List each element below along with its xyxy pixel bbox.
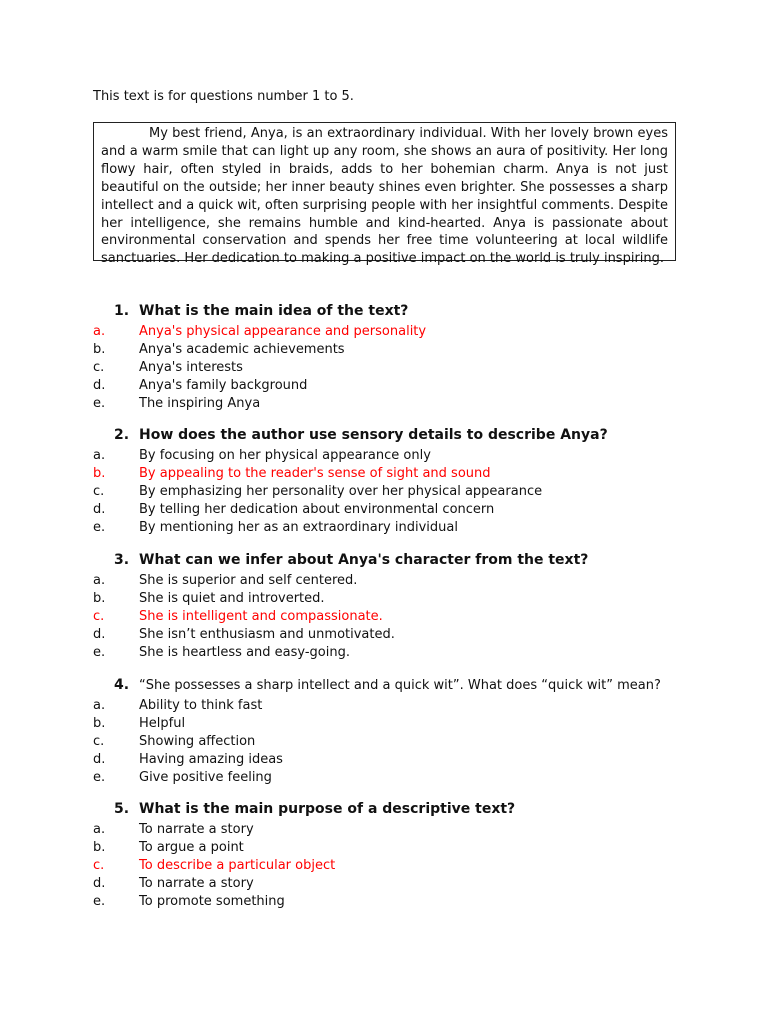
reading-passage: My best friend, Anya, is an extraordinary individual. With her lovely brown eyes and a warm smile that can light up any room, she shows an aura of positivity. Her long flowy hair, often styled in braids, adds to her bohemian charm. Anya is not just beautiful on the outside; her inner beauty shines even brighter. She possesses a sharp intellect and a quick wit, often surprising people with her insightful comments. Despite her intelligence, she remains humble and kind-hearted. Anya is passionate about environmental conservation and spends her free time volunteering at local wildlife sanctuaries. Her dedication to making a positive impact on the world is truly inspiring.: [93, 122, 676, 261]
option-c: [93, 857, 674, 875]
option-e: [93, 644, 674, 662]
question-heading: [114, 426, 674, 447]
option-letter: d.: [93, 751, 106, 767]
question-number: 2.: [114, 427, 130, 443]
option-letter: d.: [93, 377, 106, 393]
option-text: The inspiring Anya: [139, 395, 261, 411]
answer-options: [93, 821, 674, 910]
option-text: To narrate a story: [139, 822, 254, 837]
option-c: [93, 359, 674, 377]
option-b: [93, 590, 674, 608]
option-letter: e.: [93, 644, 106, 660]
option-text: She is intelligent and compassionate.: [139, 608, 383, 624]
question-number: 1.: [114, 303, 130, 319]
answer-options: [93, 323, 674, 412]
option-text: To promote something: [139, 893, 285, 909]
option-text: By appealing to the reader's sense of sight and sound: [139, 465, 491, 481]
question-heading: [114, 676, 674, 697]
option-text: Helpful: [139, 715, 186, 731]
option-a: [93, 821, 674, 839]
question-number: 5.: [114, 801, 130, 817]
option-text: Anya's physical appearance and personality: [139, 324, 427, 339]
option-letter: b.: [93, 465, 106, 481]
option-text: She is superior and self centered.: [139, 573, 358, 588]
option-a: [93, 447, 674, 465]
option-text: Anya's interests: [139, 359, 243, 375]
option-text: Anya's academic achievements: [139, 341, 345, 357]
option-e: [93, 519, 674, 537]
option-letter: e.: [93, 893, 106, 909]
option-letter: e.: [93, 395, 106, 411]
question-heading: [114, 302, 674, 323]
question-number: 3.: [114, 552, 130, 568]
option-letter: e.: [93, 519, 106, 535]
option-c: [93, 733, 674, 751]
answer-options: [93, 697, 674, 786]
option-b: [93, 465, 674, 483]
option-d: [93, 875, 674, 893]
option-letter: c.: [93, 359, 105, 375]
option-text: Ability to think fast: [139, 698, 263, 713]
option-text: By telling her dedication about environmental concern: [139, 501, 495, 517]
option-text: To describe a particular object: [139, 857, 336, 873]
option-letter: e.: [93, 769, 106, 785]
question-number: 4.: [114, 677, 130, 693]
option-e: [93, 769, 674, 787]
option-text: By emphasizing her personality over her physical appearance: [139, 483, 543, 499]
question-4: [93, 676, 674, 786]
option-a: [93, 697, 674, 715]
option-letter: a.: [93, 822, 106, 837]
question-2: [93, 426, 674, 536]
option-text: Showing affection: [139, 733, 256, 749]
question-1: [93, 302, 674, 412]
option-letter: a.: [93, 324, 106, 339]
question-text: How does the author use sensory details to describe Anya?: [139, 427, 608, 443]
option-b: [93, 341, 674, 359]
question-text: “She possesses a sharp intellect and a quick wit”. What does “quick wit” mean?: [139, 678, 661, 693]
option-letter: b.: [93, 839, 106, 855]
option-text: To narrate a story: [139, 875, 254, 891]
option-letter: d.: [93, 875, 106, 891]
option-letter: a.: [93, 698, 106, 713]
intro-text: This text is for questions number 1 to 5.: [93, 89, 354, 104]
option-a: [93, 572, 674, 590]
option-letter: c.: [93, 733, 105, 749]
question-text: What is the main idea of the text?: [139, 303, 409, 319]
option-text: Give positive feeling: [139, 769, 272, 785]
question-heading: [114, 800, 674, 821]
question-text: What is the main purpose of a descriptive text?: [139, 801, 516, 817]
answer-options: [93, 572, 674, 661]
option-text: She is heartless and easy-going.: [139, 644, 350, 660]
question-heading: [114, 551, 674, 572]
option-letter: b.: [93, 590, 106, 606]
option-a: [93, 323, 674, 341]
option-text: She isn’t enthusiasm and unmotivated.: [139, 626, 395, 642]
question-text: What can we infer about Anya's character from the text?: [139, 552, 589, 568]
option-b: [93, 715, 674, 733]
option-c: [93, 608, 674, 626]
option-text: Anya's family background: [139, 377, 308, 393]
option-letter: b.: [93, 715, 106, 731]
option-d: [93, 626, 674, 644]
option-letter: a.: [93, 448, 106, 463]
option-e: [93, 893, 674, 911]
option-letter: c.: [93, 608, 105, 624]
option-letter: b.: [93, 341, 106, 357]
option-text: To argue a point: [139, 839, 244, 855]
option-b: [93, 839, 674, 857]
option-d: [93, 377, 674, 395]
option-letter: c.: [93, 483, 105, 499]
option-letter: d.: [93, 626, 106, 642]
option-letter: d.: [93, 501, 106, 517]
option-d: [93, 501, 674, 519]
option-d: [93, 751, 674, 769]
option-letter: a.: [93, 573, 106, 588]
option-text: Having amazing ideas: [139, 751, 283, 767]
option-text: By mentioning her as an extraordinary individual: [139, 519, 458, 535]
option-text: By focusing on her physical appearance only: [139, 448, 431, 463]
question-3: [93, 551, 674, 661]
option-c: [93, 483, 674, 501]
option-e: [93, 395, 674, 413]
option-letter: c.: [93, 857, 105, 873]
question-5: [93, 800, 674, 910]
answer-options: [93, 447, 674, 536]
option-text: She is quiet and introverted.: [139, 590, 325, 606]
